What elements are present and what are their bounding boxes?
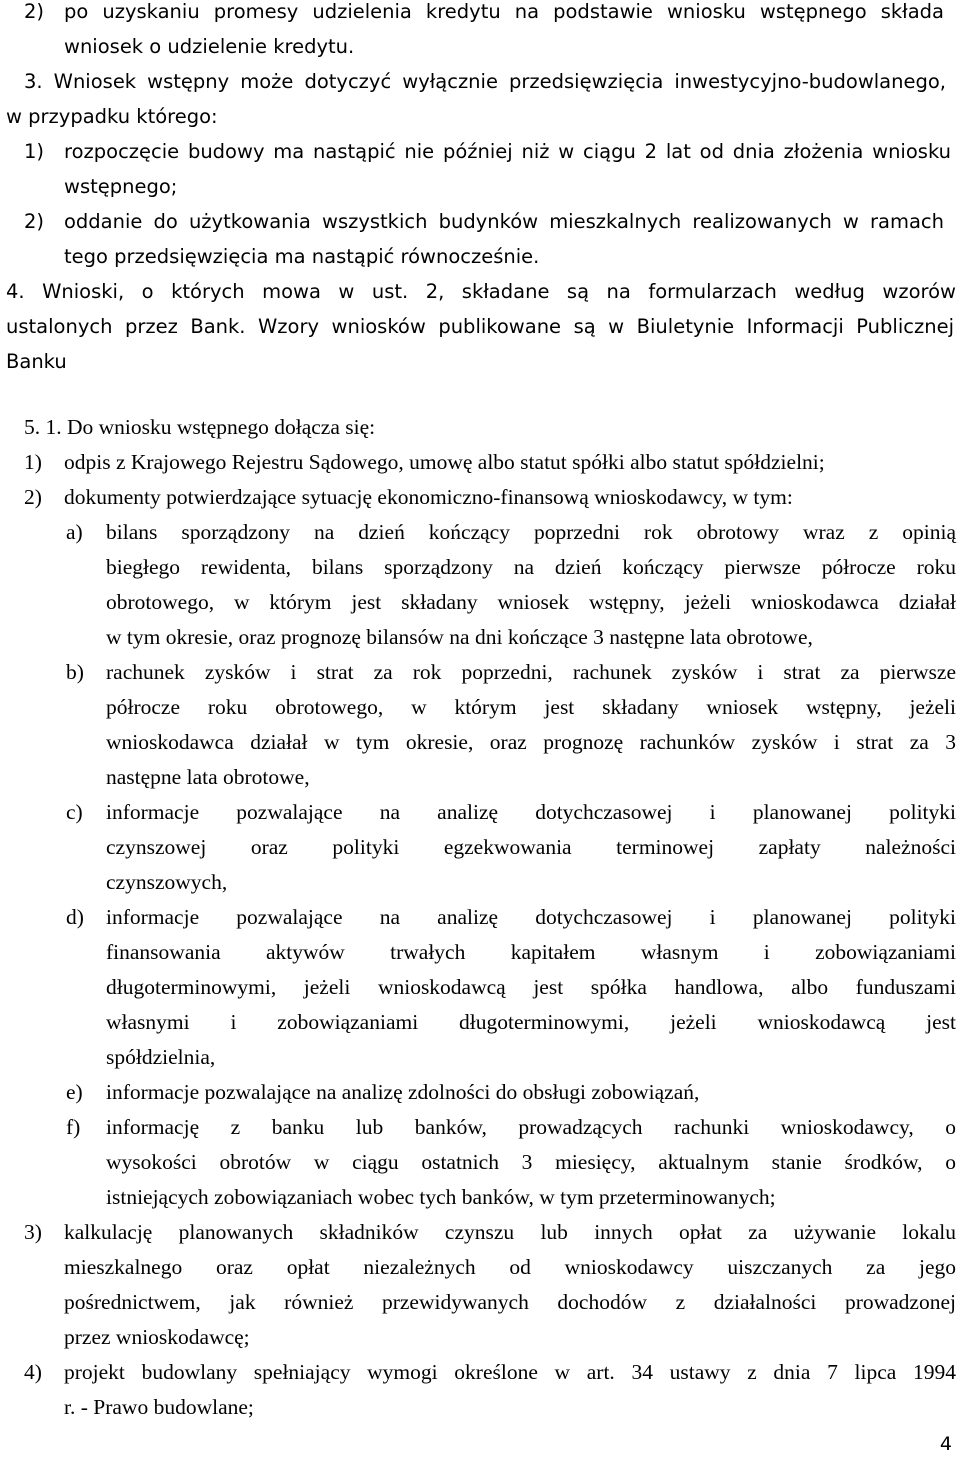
text-line: wysokości obrotów w ciągu ostatnich 3 miesięcy, aktualnym stanie środków, o xyxy=(106,1150,956,1174)
item-number: 1) xyxy=(24,450,42,474)
text-line: projekt budowlany spełniający wymogi określone w art. 34 ustawy z dnia 7 lipca 1994 xyxy=(64,1360,956,1384)
item-number: 2) xyxy=(24,0,45,23)
text-line: dokumenty potwierdzające sytuację ekonomiczno-finansową wnioskodawcy, w tym: xyxy=(64,485,793,509)
text-line: mieszkalnego oraz opłat niezależnych od wnioskodawcy uiszczanych za jego xyxy=(64,1255,956,1279)
text-line: tego przedsięwzięcia ma nastąpić równocześnie. xyxy=(64,245,540,268)
text-line: biegłego rewidenta, bilans sporządzony na dzień kończący pierwsze półrocze roku xyxy=(106,555,956,579)
text-line: Banku xyxy=(6,350,67,373)
text-line: kalkulację planowanych składników czynszu lub innych opłat za używanie lokalu xyxy=(64,1220,956,1244)
paragraph-intro: 5. 1. Do wniosku wstępnego dołącza się: xyxy=(24,415,376,439)
item-number: 4) xyxy=(24,1360,42,1384)
text-line: w tym okresie, oraz prognozę bilansów na dni kończące 3 następne lata obrotowe, xyxy=(106,625,813,649)
text-line: wnioskodawca działał w tym okresie, oraz prognozę rachunków zysków i strat za 3 xyxy=(106,730,956,754)
item-number: 3) xyxy=(24,1220,42,1244)
text-line: informacje pozwalające na analizę zdolności do obsługi zobowiązań, xyxy=(106,1080,700,1104)
text-line: informacje pozwalające na analizę dotychczasowej i planowanej polityki xyxy=(106,800,956,824)
text-line: informacje pozwalające na analizę dotychczasowej i planowanej polityki xyxy=(106,905,956,929)
subitem-letter: b) xyxy=(66,660,84,684)
subitem-letter: f) xyxy=(66,1115,81,1139)
text-line: pośrednictwem, jak również przewidywanych dochodów z działalności prowadzonej xyxy=(64,1290,956,1314)
text-line: ustalonych przez Bank. Wzory wniosków publikowane są w Biuletynie Informacji Publicznej xyxy=(6,315,954,338)
text-line: wstępnego; xyxy=(64,175,178,198)
text-line: 4. Wnioski, o których mowa w ust. 2, składane są na formularzach według wzorów xyxy=(6,280,956,303)
text-line: oddanie do użytkowania wszystkich budynków mieszkalnych realizowanych w ramach xyxy=(64,210,944,233)
text-line: własnymi i zobowiązaniami długoterminowymi, jeżeli wnioskodawcą jest xyxy=(106,1010,956,1034)
item-number: 1) xyxy=(24,140,45,163)
text-line: długoterminowymi, jeżeli wnioskodawcą jest spółka handlowa, albo funduszami xyxy=(106,975,956,999)
item-number: 2) xyxy=(24,210,45,233)
item-number: 2) xyxy=(24,485,42,509)
text-line: czynszowej oraz polityki egzekwowania terminowej zapłaty należności xyxy=(106,835,956,859)
subitem-letter: a) xyxy=(66,520,83,544)
text-line: następne lata obrotowe, xyxy=(106,765,310,789)
text-line: odpis z Krajowego Rejestru Sądowego, umowę albo statut spółki albo statut spółdzielni; xyxy=(64,450,825,474)
text-line: obrotowego, w którym jest składany wniosek wstępny, jeżeli wnioskodawca działał xyxy=(106,590,956,614)
text-line: rozpoczęcie budowy ma nastąpić nie później niż w ciągu 2 lat od dnia złożenia wniosku xyxy=(64,140,951,163)
text-line: po uzyskaniu promesy udzielenia kredytu na podstawie wniosku wstępnego składa xyxy=(64,0,944,23)
text-line: istniejących zobowiązaniach wobec tych banków, w tym przeterminowanych; xyxy=(106,1185,776,1209)
text-line: r. - Prawo budowlane; xyxy=(64,1395,254,1419)
text-line: w przypadku którego: xyxy=(6,105,218,128)
text-line: informację z banku lub banków, prowadzących rachunki wnioskodawcy, o xyxy=(106,1115,956,1139)
text-line: przez wnioskodawcę; xyxy=(64,1325,250,1349)
subitem-letter: c) xyxy=(66,800,83,824)
text-line: bilans sporządzony na dzień kończący poprzedni rok obrotowy wraz z opinią xyxy=(106,520,956,544)
text-line: półrocze roku obrotowego, w którym jest składany wniosek wstępny, jeżeli xyxy=(106,695,956,719)
subitem-letter: e) xyxy=(66,1080,83,1104)
subitem-letter: d) xyxy=(66,905,84,929)
text-line: 3. Wniosek wstępny może dotyczyć wyłącznie przedsięwzięcia inwestycyjno-budowlanego, xyxy=(24,70,946,93)
text-line: czynszowych, xyxy=(106,870,228,894)
text-line: finansowania aktywów trwałych kapitałem własnym i zobowiązaniami xyxy=(106,940,956,964)
text-line: rachunek zysków i strat za rok poprzedni, rachunek zysków i strat za pierwsze xyxy=(106,660,956,684)
text-line: wniosek o udzielenie kredytu. xyxy=(64,35,355,58)
text-line: spółdzielnia, xyxy=(106,1045,216,1069)
page-number: 4 xyxy=(939,1433,952,1455)
